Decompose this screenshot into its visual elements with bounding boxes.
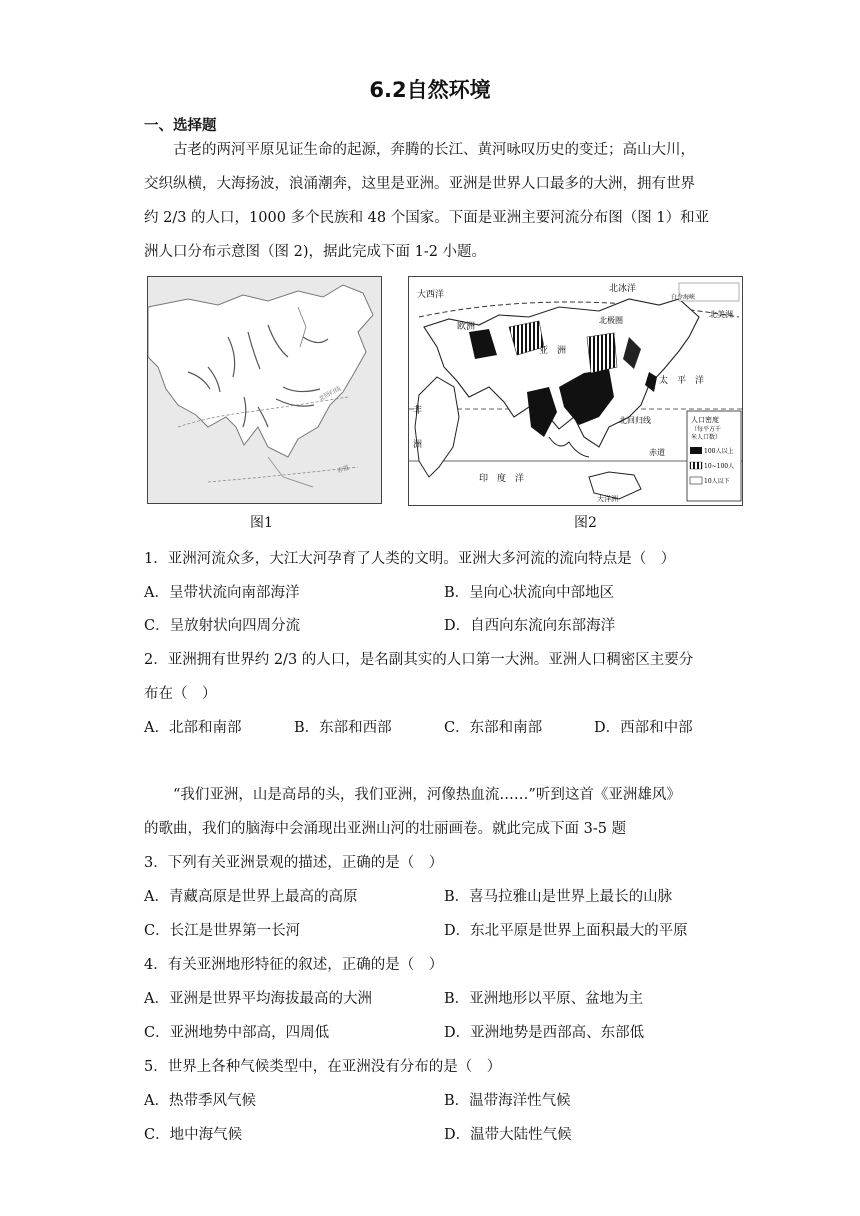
page-title: 6.2自然环境 [369, 78, 491, 102]
question-2-stem-line-1: 2．亚洲拥有世界约 2/3 的人口，是名副其实的人口第一大洲。亚洲人口稠密区主要分 [144, 652, 694, 668]
question-5-stem: 5．世界上各种气候类型中，在亚洲没有分布的是（ ） [144, 1059, 502, 1075]
label-equator: 赤道 [649, 448, 665, 457]
tropic-label: 北回归线 [317, 385, 343, 403]
question-4-option-d[interactable]: D．亚洲地势是西部高、东部低 [444, 1025, 645, 1041]
question-5-option-a[interactable]: A．热带季风气候 [144, 1093, 256, 1109]
intro-paragraph-1 [144, 133, 716, 269]
question-1-stem: 1．亚洲河流众多，大江大河孕育了人类的文明。亚洲大多河流的流向特点是（ ） [144, 551, 676, 567]
label-africa-2: 洲 [413, 440, 423, 450]
label-europe: 欧洲 [457, 322, 476, 332]
intro-line: 约 2/3 的人口，1000 多个民族和 48 个国家。下面是亚洲主要河流分布图（图 1）和亚 [144, 210, 710, 226]
equator-label: 赤道 [336, 464, 350, 475]
question-4-option-b[interactable]: B．亚洲地形以平原、盆地为主 [444, 991, 644, 1007]
label-africa-1: 非 [413, 406, 423, 416]
question-5-option-d[interactable]: D．温带大陆性气候 [444, 1127, 572, 1143]
label-tropic: 北回归线 [619, 416, 651, 425]
legend-title: 人口密度 [691, 416, 719, 424]
intro2-line-1: “我们亚洲，山是高昂的头，我们亚洲，河像热血流……”听到这首《亚洲雄风》 [173, 787, 681, 803]
label-atlantic: 大西洋 [417, 290, 445, 300]
label-oceania: 大洋洲 [597, 495, 618, 503]
label-asia: 亚 洲 [539, 346, 567, 356]
legend-swatch-medium [690, 462, 702, 469]
question-3-option-c[interactable]: C．长江是世界第一长河 [144, 923, 301, 939]
question-1-option-c[interactable]: C．呈放射状向四周分流 [144, 618, 301, 634]
question-2-option-b[interactable]: B．东部和西部 [294, 720, 392, 736]
legend-swatch-dense [690, 447, 702, 454]
asia-population-map-graphic [409, 277, 742, 505]
question-1-option-a[interactable]: A．呈带状流向南部海洋 [144, 585, 300, 601]
question-5-option-c[interactable]: C．地中海气候 [144, 1127, 243, 1143]
legend-item-1: 100人以上 [704, 448, 734, 455]
section-heading: 一、选择题 [144, 118, 217, 134]
label-pacific: 太 平 洋 [659, 376, 705, 386]
question-1-option-d[interactable]: D．自西向东流向东部海洋 [444, 618, 616, 634]
legend-box [687, 411, 741, 501]
intro-line: 古老的两河平原见证生命的起源，奔腾的长江、黄河咏叹历史的变迁；高山大川， [173, 142, 695, 158]
question-2-option-c[interactable]: C．东部和南部 [444, 720, 543, 736]
question-3-option-d[interactable]: D．东北平原是世界上面积最大的平原 [444, 923, 688, 939]
label-indian-ocean: 印 度 洋 [479, 474, 525, 484]
label-north-america: 北美洲 [709, 310, 733, 319]
question-2-stem-line-2: 布在（ ） [144, 686, 217, 702]
intro-line: 交织纵横，大海扬波，浪涌潮奔，这里是亚洲。亚洲是世界人口最多的大洲，拥有世界 [144, 176, 695, 192]
label-arctic-ocean: 北冰洋 [609, 284, 637, 294]
question-2-option-d[interactable]: D．西部和中部 [594, 720, 693, 736]
figure-1-caption: 图1 [250, 515, 273, 531]
question-3-option-a[interactable]: A．青藏高原是世界上最高的高原 [144, 889, 358, 905]
question-3-option-b[interactable]: B．喜马拉雅山是世界上最长的山脉 [444, 889, 673, 905]
label-arctic-circle: 北极圈 [599, 316, 623, 325]
question-4-option-c[interactable]: C．亚洲地势中部高，四周低 [144, 1025, 330, 1041]
legend-subtitle-2: 米人口数） [691, 434, 722, 441]
legend-swatch-sparse [690, 477, 702, 484]
label-bering: 白令海峡 [671, 294, 696, 301]
legend-item-2: 10~100人 [704, 463, 735, 470]
question-5-option-b[interactable]: B．温带海洋性气候 [444, 1093, 571, 1109]
question-4-stem: 4．有关亚洲地形特征的叙述，正确的是（ ） [144, 957, 444, 973]
question-3-stem: 3．下列有关亚洲景观的描述，正确的是（ ） [144, 855, 444, 871]
figure-2-population-map [408, 276, 743, 506]
intro-line: 洲人口分布示意图（图 2)，据此完成下面 1-2 小题。 [144, 244, 487, 260]
question-1-option-b[interactable]: B．呈向心状流向中部地区 [444, 585, 615, 601]
legend-item-3: 10人以下 [704, 478, 730, 485]
intro2-line-2: 的歌曲，我们的脑海中会涌现出亚洲山河的壮丽画卷。就此完成下面 3-5 题 [144, 821, 627, 837]
figure-2-caption: 图2 [574, 515, 597, 531]
question-2-option-a[interactable]: A．北部和南部 [144, 720, 242, 736]
figure-1-rivers-map [147, 276, 382, 504]
question-4-option-a[interactable]: A．亚洲是世界平均海拔最高的大洲 [144, 991, 372, 1007]
legend-subtitle-1: （每平方千 [691, 426, 722, 433]
asia-river-map-graphic [148, 277, 381, 503]
